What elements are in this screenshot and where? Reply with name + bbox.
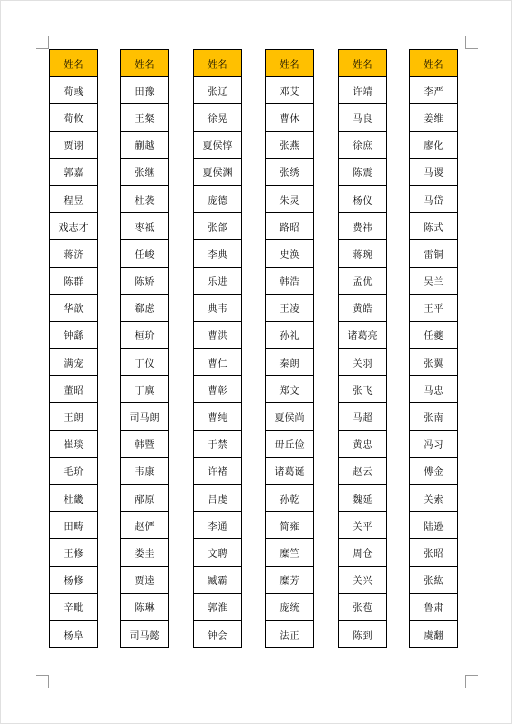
- name-cell[interactable]: 张绣: [266, 158, 314, 185]
- table-row: [339, 593, 387, 620]
- name-cell[interactable]: 庞德: [194, 185, 242, 212]
- table-row: [410, 185, 458, 212]
- name-cell[interactable]: 徐庶: [339, 131, 387, 158]
- table-row: [410, 321, 458, 348]
- table-row: [121, 321, 169, 348]
- name-cell[interactable]: 钟繇: [50, 321, 98, 348]
- name-cell[interactable]: 任夔: [410, 321, 458, 348]
- column-header[interactable]: 姓名: [266, 50, 314, 77]
- table-row: [121, 240, 169, 267]
- crop-mark-top-right: [465, 36, 478, 49]
- table-header-row: [121, 50, 169, 77]
- table-row: [50, 539, 98, 566]
- name-cell[interactable]: 简雍: [266, 512, 314, 539]
- name-cell[interactable]: 徐晃: [194, 104, 242, 131]
- table-row: [121, 77, 169, 104]
- name-cell[interactable]: 蒋琬: [339, 240, 387, 267]
- name-cell[interactable]: 许褚: [194, 457, 242, 484]
- table-row: [194, 430, 242, 457]
- table-row: [50, 104, 98, 131]
- table-row: [339, 539, 387, 566]
- table-row: [410, 77, 458, 104]
- name-cell[interactable]: 丁廙: [121, 376, 169, 403]
- table-row: [50, 158, 98, 185]
- name-cell[interactable]: 郭淮: [194, 593, 242, 620]
- name-cell[interactable]: 廖化: [410, 131, 458, 158]
- name-cell[interactable]: 任峻: [121, 240, 169, 267]
- name-cell[interactable]: 朱灵: [266, 185, 314, 212]
- name-cell[interactable]: 冯习: [410, 430, 458, 457]
- table-row: [410, 131, 458, 158]
- table-row: [50, 512, 98, 539]
- table-row: [50, 593, 98, 620]
- name-cell[interactable]: 田畴: [50, 512, 98, 539]
- table-row: [410, 294, 458, 321]
- table-row: [194, 294, 242, 321]
- table-row: [339, 77, 387, 104]
- name-cell[interactable]: 马忠: [410, 376, 458, 403]
- name-cell[interactable]: 张继: [121, 158, 169, 185]
- name-cell[interactable]: 孙乾: [266, 485, 314, 512]
- name-cell[interactable]: 韩浩: [266, 267, 314, 294]
- name-table: [265, 49, 314, 648]
- table-row: [266, 158, 314, 185]
- name-cell[interactable]: 蒯越: [121, 131, 169, 158]
- name-cell[interactable]: 戏志才: [50, 213, 98, 240]
- table-row: [194, 403, 242, 430]
- table-row: [266, 185, 314, 212]
- column-header[interactable]: 姓名: [121, 50, 169, 77]
- name-cell[interactable]: 路昭: [266, 213, 314, 240]
- name-cell[interactable]: 张飞: [339, 376, 387, 403]
- name-cell[interactable]: 秦朗: [266, 349, 314, 376]
- table-row: [121, 593, 169, 620]
- table-row: [50, 620, 98, 647]
- table-row: [410, 267, 458, 294]
- table-row: [121, 403, 169, 430]
- name-cell[interactable]: 糜芳: [266, 566, 314, 593]
- name-cell[interactable]: 曹休: [266, 104, 314, 131]
- name-cell[interactable]: 曹纯: [194, 403, 242, 430]
- table-row: [410, 485, 458, 512]
- name-cell[interactable]: 贾诩: [50, 131, 98, 158]
- name-cell[interactable]: 郭嘉: [50, 158, 98, 185]
- table-row: [266, 457, 314, 484]
- table-row: [339, 240, 387, 267]
- table-row: [339, 620, 387, 647]
- table-row: [410, 593, 458, 620]
- name-cell[interactable]: 钟会: [194, 620, 242, 647]
- name-cell[interactable]: 马谡: [410, 158, 458, 185]
- name-cell[interactable]: 张南: [410, 403, 458, 430]
- table-row: [50, 77, 98, 104]
- table-row: [194, 349, 242, 376]
- table-row: [194, 539, 242, 566]
- table-row: [50, 430, 98, 457]
- table-row: [266, 213, 314, 240]
- table-row: [339, 294, 387, 321]
- name-cell[interactable]: 诸葛亮: [339, 321, 387, 348]
- table-row: [266, 593, 314, 620]
- table-row: [410, 349, 458, 376]
- name-cell[interactable]: 夏侯渊: [194, 158, 242, 185]
- table-row: [410, 430, 458, 457]
- table-row: [266, 566, 314, 593]
- table-row: [50, 566, 98, 593]
- table-row: [339, 131, 387, 158]
- name-cell[interactable]: 傅金: [410, 457, 458, 484]
- name-table: [338, 49, 387, 648]
- table-row: [50, 321, 98, 348]
- name-cell[interactable]: 关羽: [339, 349, 387, 376]
- name-cell[interactable]: 马良: [339, 104, 387, 131]
- name-cell[interactable]: 孙礼: [266, 321, 314, 348]
- name-cell[interactable]: 董昭: [50, 376, 98, 403]
- crop-mark-bottom-left: [36, 675, 49, 688]
- name-cell[interactable]: 马岱: [410, 185, 458, 212]
- name-cell[interactable]: 吕虔: [194, 485, 242, 512]
- name-cell[interactable]: 郗虑: [121, 294, 169, 321]
- name-cell[interactable]: 曹洪: [194, 321, 242, 348]
- name-cell[interactable]: 枣祗: [121, 213, 169, 240]
- table-row: [194, 77, 242, 104]
- table-row: [266, 104, 314, 131]
- name-cell[interactable]: 陈群: [50, 267, 98, 294]
- name-cell[interactable]: 张燕: [266, 131, 314, 158]
- name-cell[interactable]: 关兴: [339, 566, 387, 593]
- table-row: [121, 158, 169, 185]
- name-cell[interactable]: 赵云: [339, 457, 387, 484]
- table-row: [121, 512, 169, 539]
- name-cell[interactable]: 王修: [50, 539, 98, 566]
- table-row: [410, 566, 458, 593]
- table-row: [266, 430, 314, 457]
- name-cell[interactable]: 陆逊: [410, 512, 458, 539]
- name-table: [120, 49, 169, 648]
- name-cell[interactable]: 司马朗: [121, 403, 169, 430]
- name-cell[interactable]: 法正: [266, 620, 314, 647]
- table-header-row: [50, 50, 98, 77]
- name-cell[interactable]: 陈到: [339, 620, 387, 647]
- name-cell[interactable]: 郑文: [266, 376, 314, 403]
- name-cell[interactable]: 陈矫: [121, 267, 169, 294]
- table-row: [266, 131, 314, 158]
- table-row: [339, 457, 387, 484]
- table-row: [266, 267, 314, 294]
- name-cell[interactable]: 崔琰: [50, 430, 98, 457]
- table-row: [121, 349, 169, 376]
- name-cell[interactable]: 杨仪: [339, 185, 387, 212]
- table-row: [194, 485, 242, 512]
- name-table: [49, 49, 98, 648]
- name-cell[interactable]: 黄皓: [339, 294, 387, 321]
- name-cell[interactable]: 贾逵: [121, 566, 169, 593]
- table-row: [121, 185, 169, 212]
- table-row: [121, 267, 169, 294]
- table-row: [266, 294, 314, 321]
- table-row: [194, 512, 242, 539]
- name-cell[interactable]: 程昱: [50, 185, 98, 212]
- table-row: [121, 485, 169, 512]
- table-row: [50, 349, 98, 376]
- name-cell[interactable]: 辛毗: [50, 593, 98, 620]
- table-row: [339, 158, 387, 185]
- table-row: [194, 104, 242, 131]
- name-cell[interactable]: 典韦: [194, 294, 242, 321]
- name-cell[interactable]: 糜竺: [266, 539, 314, 566]
- table-row: [194, 267, 242, 294]
- table-row: [50, 403, 98, 430]
- column-header[interactable]: 姓名: [194, 50, 242, 77]
- name-cell[interactable]: 雷铜: [410, 240, 458, 267]
- table-row: [266, 349, 314, 376]
- table-row: [121, 376, 169, 403]
- table-row: [410, 457, 458, 484]
- name-cell[interactable]: 荀彧: [50, 77, 98, 104]
- table-row: [50, 457, 98, 484]
- name-cell[interactable]: 毛玠: [50, 457, 98, 484]
- name-cell[interactable]: 孟优: [339, 267, 387, 294]
- table-row: [50, 376, 98, 403]
- name-cell[interactable]: 杨阜: [50, 620, 98, 647]
- name-table: [409, 49, 458, 648]
- table-header-row: [410, 50, 458, 77]
- name-cell[interactable]: 文聘: [194, 539, 242, 566]
- table-row: [121, 620, 169, 647]
- table-row: [410, 213, 458, 240]
- table-row: [50, 185, 98, 212]
- name-cell[interactable]: 关平: [339, 512, 387, 539]
- table-row: [121, 104, 169, 131]
- table-row: [194, 566, 242, 593]
- table-row: [266, 403, 314, 430]
- table-row: [339, 349, 387, 376]
- name-cell[interactable]: 费祎: [339, 213, 387, 240]
- table-row: [339, 213, 387, 240]
- table-row: [121, 430, 169, 457]
- table-header-row: [194, 50, 242, 77]
- table-row: [50, 240, 98, 267]
- table-row: [410, 158, 458, 185]
- table-row: [194, 240, 242, 267]
- name-cell[interactable]: 韦康: [121, 457, 169, 484]
- table-row: [410, 403, 458, 430]
- table-row: [50, 267, 98, 294]
- table-row: [410, 620, 458, 647]
- name-cell[interactable]: 吴兰: [410, 267, 458, 294]
- name-cell[interactable]: 陈琳: [121, 593, 169, 620]
- name-cell[interactable]: 杜袭: [121, 185, 169, 212]
- name-cell[interactable]: 李典: [194, 240, 242, 267]
- table-row: [50, 485, 98, 512]
- table-row: [194, 213, 242, 240]
- table-row: [410, 512, 458, 539]
- name-cell[interactable]: 张辽: [194, 77, 242, 104]
- name-cell[interactable]: 鲁肃: [410, 593, 458, 620]
- name-cell[interactable]: 曹仁: [194, 349, 242, 376]
- table-row: [339, 185, 387, 212]
- name-cell[interactable]: 田豫: [121, 77, 169, 104]
- name-cell[interactable]: 诸葛诞: [266, 457, 314, 484]
- name-cell[interactable]: 臧霸: [194, 566, 242, 593]
- name-cell[interactable]: 邴原: [121, 485, 169, 512]
- table-row: [50, 213, 98, 240]
- column-header[interactable]: 姓名: [339, 50, 387, 77]
- name-cell[interactable]: 华歆: [50, 294, 98, 321]
- name-cell[interactable]: 黄忠: [339, 430, 387, 457]
- name-cell[interactable]: 许靖: [339, 77, 387, 104]
- table-row: [194, 620, 242, 647]
- name-cell[interactable]: 乐进: [194, 267, 242, 294]
- table-row: [339, 376, 387, 403]
- name-cell[interactable]: 李通: [194, 512, 242, 539]
- name-cell[interactable]: 韩暨: [121, 430, 169, 457]
- name-cell[interactable]: 马超: [339, 403, 387, 430]
- name-cell[interactable]: 桓玠: [121, 321, 169, 348]
- table-row: [266, 77, 314, 104]
- table-row: [266, 376, 314, 403]
- name-cell[interactable]: 邓艾: [266, 77, 314, 104]
- table-row: [266, 620, 314, 647]
- table-row: [194, 158, 242, 185]
- table-header-row: [266, 50, 314, 77]
- name-cell[interactable]: 姜维: [410, 104, 458, 131]
- table-row: [339, 485, 387, 512]
- table-row: [194, 593, 242, 620]
- name-cell[interactable]: 虞翻: [410, 620, 458, 647]
- name-cell[interactable]: 杜畿: [50, 485, 98, 512]
- table-row: [194, 376, 242, 403]
- name-cell[interactable]: 史涣: [266, 240, 314, 267]
- name-table: [193, 49, 242, 648]
- name-cell[interactable]: 夏侯惇: [194, 131, 242, 158]
- table-row: [266, 539, 314, 566]
- table-row: [266, 485, 314, 512]
- table-row: [194, 457, 242, 484]
- table-row: [121, 294, 169, 321]
- name-cell[interactable]: 周仓: [339, 539, 387, 566]
- table-row: [410, 376, 458, 403]
- table-row: [266, 240, 314, 267]
- table-row: [266, 512, 314, 539]
- table-row: [121, 213, 169, 240]
- name-cell[interactable]: 王平: [410, 294, 458, 321]
- table-row: [194, 185, 242, 212]
- name-cell[interactable]: 蒋济: [50, 240, 98, 267]
- name-cell[interactable]: 关索: [410, 485, 458, 512]
- name-cell[interactable]: 赵俨: [121, 512, 169, 539]
- column-header[interactable]: 姓名: [410, 50, 458, 77]
- table-row: [194, 321, 242, 348]
- name-cell[interactable]: 张翼: [410, 349, 458, 376]
- crop-mark-bottom-right: [465, 675, 478, 688]
- name-cell[interactable]: 丁仪: [121, 349, 169, 376]
- name-cell[interactable]: 毌丘俭: [266, 430, 314, 457]
- name-cell[interactable]: 娄圭: [121, 539, 169, 566]
- table-row: [121, 131, 169, 158]
- table-row: [339, 321, 387, 348]
- name-cell[interactable]: 王凌: [266, 294, 314, 321]
- name-cell[interactable]: 张紘: [410, 566, 458, 593]
- name-cell[interactable]: 李严: [410, 77, 458, 104]
- table-row: [410, 539, 458, 566]
- name-cell[interactable]: 庞统: [266, 593, 314, 620]
- name-cell[interactable]: 张昭: [410, 539, 458, 566]
- name-cell[interactable]: 杨修: [50, 566, 98, 593]
- table-row: [339, 566, 387, 593]
- name-cell[interactable]: 夏侯尚: [266, 403, 314, 430]
- name-cell[interactable]: 张苞: [339, 593, 387, 620]
- name-cell[interactable]: 荀攸: [50, 104, 98, 131]
- table-row: [410, 104, 458, 131]
- table-row: [339, 403, 387, 430]
- name-cell[interactable]: 于禁: [194, 430, 242, 457]
- table-row: [410, 240, 458, 267]
- table-row: [339, 512, 387, 539]
- table-row: [266, 321, 314, 348]
- name-cell[interactable]: 陈式: [410, 213, 458, 240]
- table-row: [194, 131, 242, 158]
- table-header-row: [339, 50, 387, 77]
- column-header[interactable]: 姓名: [50, 50, 98, 77]
- name-cell[interactable]: 司马懿: [121, 620, 169, 647]
- crop-mark-top-left: [36, 36, 49, 49]
- name-cell[interactable]: 陈震: [339, 158, 387, 185]
- name-cell[interactable]: 魏延: [339, 485, 387, 512]
- table-row: [339, 267, 387, 294]
- table-row: [339, 430, 387, 457]
- name-cell[interactable]: 曹彰: [194, 376, 242, 403]
- table-row: [339, 104, 387, 131]
- name-cell[interactable]: 王朗: [50, 403, 98, 430]
- table-row: [50, 131, 98, 158]
- table-row: [50, 294, 98, 321]
- name-cell[interactable]: 王粲: [121, 104, 169, 131]
- table-row: [121, 457, 169, 484]
- table-row: [121, 539, 169, 566]
- name-cell[interactable]: 满宠: [50, 349, 98, 376]
- name-cell[interactable]: 张郃: [194, 213, 242, 240]
- table-row: [121, 566, 169, 593]
